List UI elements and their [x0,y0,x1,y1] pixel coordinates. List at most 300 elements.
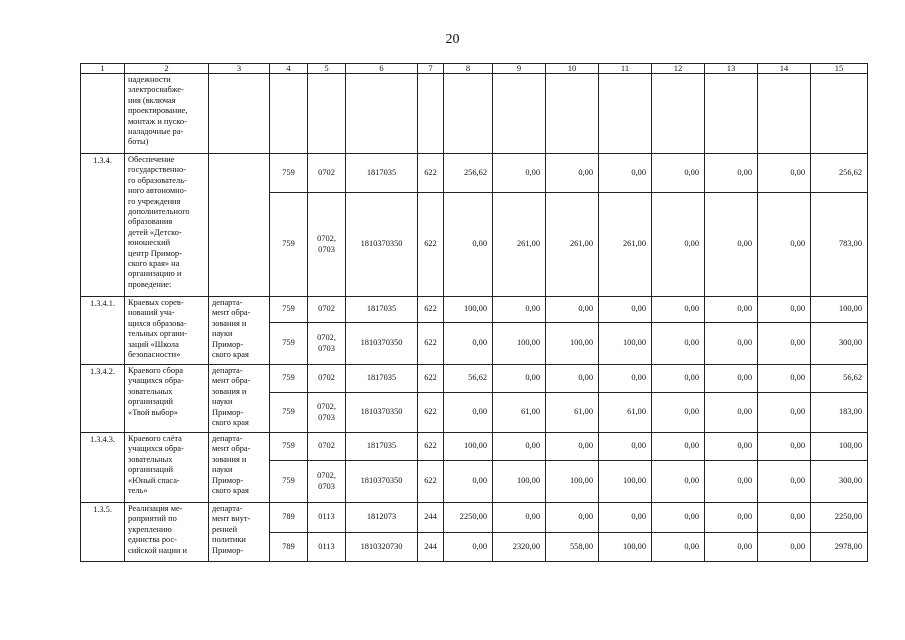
item-name [125,297,209,365]
amount-col-13-text: 0,00 [737,338,752,348]
amount-col-9 [493,297,546,323]
amount-col-11 [599,323,652,365]
amount-col-9-text: 2320,00 [512,541,540,551]
target-code-text: 1817035 [366,373,397,383]
amount-col-8 [444,74,493,154]
amount-col-9-text: 261,00 [516,239,540,249]
target-code-text: 1817035 [366,167,397,177]
amount-total-text: 2250,00 [834,512,862,522]
amount-col-13 [705,433,758,461]
amount-col-11 [599,533,652,562]
grbs-code-text: 759 [282,476,295,486]
target-code [346,393,418,433]
column-number: 15 [811,64,868,74]
section-code-text: 0113 [318,512,335,522]
grbs-code-text: 789 [282,541,295,551]
target-code [346,297,418,323]
section-code-text: 0702, 0703 [317,234,336,254]
item-code-text: 1.3.4.3. [89,435,116,444]
section-code [308,193,346,297]
expense-type-code-text: 622 [424,407,437,417]
table-row [81,503,868,533]
item-code [81,297,125,365]
column-number: 6 [346,64,418,74]
amount-col-14 [758,74,811,154]
amount-col-8-text: 0,00 [472,541,487,551]
item-code-text: 1.3.4. [93,156,112,165]
column-number: 10 [546,64,599,74]
amount-col-8 [444,154,493,193]
amount-col-8-text: 0,00 [472,407,487,417]
item-code-text: 1.3.4.1. [89,299,116,308]
amount-col-10 [546,433,599,461]
amount-col-14-text: 0,00 [790,512,805,522]
amount-col-14 [758,193,811,297]
target-code-text: 1810370350 [360,338,403,348]
target-code [346,365,418,393]
grbs-code [270,433,308,461]
amount-col-12 [652,154,705,193]
amount-col-8-text: 100,00 [463,441,487,451]
amount-col-12-text: 0,00 [684,373,699,383]
column-number: 14 [758,64,811,74]
amount-col-14-text: 0,00 [790,373,805,383]
amount-col-9 [493,533,546,562]
amount-col-12 [652,533,705,562]
target-code [346,193,418,297]
amount-total-text: 100,00 [838,304,862,314]
expense-type-code [418,503,444,533]
grbs-code-text: 759 [282,304,295,314]
amount-col-11-text: 100,00 [622,338,646,348]
executor-text: департа- мент обра- зования и науки Примор- ского края [212,366,251,428]
expense-type-code [418,533,444,562]
amount-col-13 [705,193,758,297]
amount-col-13 [705,393,758,433]
amount-col-12 [652,297,705,323]
item-code [81,503,125,562]
amount-col-11 [599,461,652,503]
amount-col-12-text: 0,00 [684,167,699,177]
amount-col-14 [758,393,811,433]
amount-total [811,503,868,533]
expense-type-code-text: 622 [424,167,437,177]
section-code [308,393,346,433]
section-code [308,297,346,323]
amount-col-13-text: 0,00 [737,441,752,451]
amount-col-9-text: 0,00 [525,512,540,522]
item-code-text: 1.3.4.2. [89,367,116,376]
column-number: 13 [705,64,758,74]
amount-col-8 [444,433,493,461]
amount-col-10 [546,74,599,154]
amount-col-11 [599,74,652,154]
amount-col-12 [652,503,705,533]
grbs-code [270,393,308,433]
amount-col-8 [444,323,493,365]
expense-type-code-text: 622 [424,441,437,451]
target-code [346,533,418,562]
amount-col-13-text: 0,00 [737,167,752,177]
amount-col-9 [493,365,546,393]
target-code [346,154,418,193]
section-code [308,503,346,533]
amount-col-12 [652,393,705,433]
amount-col-9 [493,74,546,154]
amount-col-10 [546,461,599,503]
amount-col-10 [546,533,599,562]
amount-col-12-text: 0,00 [684,441,699,451]
amount-col-8 [444,193,493,297]
amount-col-10-text: 261,00 [569,239,593,249]
table-row [81,297,868,323]
amount-col-14 [758,297,811,323]
amount-col-10 [546,193,599,297]
amount-col-8-text: 100,00 [463,304,487,314]
amount-col-12 [652,193,705,297]
section-code [308,461,346,503]
item-name [125,503,209,562]
executor [209,74,270,154]
table-row [81,365,868,393]
executor [209,297,270,365]
grbs-code [270,323,308,365]
amount-col-8-text: 0,00 [472,476,487,486]
amount-col-13-text: 0,00 [737,407,752,417]
amount-col-11 [599,297,652,323]
amount-col-10-text: 0,00 [578,512,593,522]
amount-total [811,297,868,323]
expense-type-code [418,393,444,433]
amount-col-8 [444,533,493,562]
amount-col-14 [758,533,811,562]
target-code [346,323,418,365]
target-code-text: 1810370350 [360,239,403,249]
amount-col-12-text: 0,00 [684,304,699,314]
amount-col-9 [493,503,546,533]
amount-total-text: 783,00 [838,239,862,249]
item-name-text: Реализация ме- роприятий по укреплению единства рос- сийской нации и [128,504,188,555]
amount-col-10 [546,323,599,365]
grbs-code-text: 759 [282,338,295,348]
section-code-text: 0702 [318,167,335,177]
amount-col-12 [652,461,705,503]
amount-col-9 [493,193,546,297]
amount-total-text: 300,00 [838,338,862,348]
amount-col-10 [546,365,599,393]
grbs-code-text: 759 [282,407,295,417]
target-code [346,433,418,461]
amount-col-8 [444,365,493,393]
column-number: 12 [652,64,705,74]
item-name-text: Краевого слёта учащихся обра- зовательных организаций «Юный спаса- тель» [128,434,184,496]
amount-col-12-text: 0,00 [684,512,699,522]
amount-total [811,193,868,297]
expense-type-code-text: 622 [424,338,437,348]
amount-col-9-text: 100,00 [516,476,540,486]
expense-type-code [418,193,444,297]
amount-col-13-text: 0,00 [737,512,752,522]
amount-col-11 [599,393,652,433]
amount-col-13 [705,533,758,562]
amount-col-13 [705,365,758,393]
target-code-text: 1812073 [366,512,397,522]
item-code [81,365,125,433]
target-code-text: 1810370350 [360,407,403,417]
amount-col-12-text: 0,00 [684,407,699,417]
item-name [125,365,209,433]
amount-col-13 [705,297,758,323]
item-code [81,433,125,503]
executor-text: департа- мент обра- зования и науки Примор- ского края [212,298,251,360]
amount-col-10-text: 0,00 [578,373,593,383]
grbs-code [270,297,308,323]
item-name-text: надежности электроснабже- ния (включая проектирование, монтаж и пуско- наладочные ра- боты) [128,75,188,147]
item-name [125,74,209,154]
executor [209,503,270,562]
item-code-text: 1.3.5. [93,505,112,514]
amount-col-11 [599,365,652,393]
item-code [81,74,125,154]
amount-col-11-text: 0,00 [631,167,646,177]
executor [209,154,270,297]
amount-col-10-text: 61,00 [574,407,593,417]
amount-col-12 [652,74,705,154]
grbs-code-text: 759 [282,239,295,249]
grbs-code [270,74,308,154]
amount-col-11-text: 100,00 [622,541,646,551]
expense-type-code [418,323,444,365]
amount-col-13-text: 0,00 [737,304,752,314]
amount-col-14-text: 0,00 [790,476,805,486]
amount-col-9 [493,154,546,193]
column-number-row [81,64,868,74]
expense-type-code-text: 622 [424,239,437,249]
target-code [346,74,418,154]
amount-col-8 [444,503,493,533]
amount-col-9-text: 0,00 [525,441,540,451]
item-name [125,154,209,297]
budget-table-body [81,64,868,562]
expense-type-code [418,365,444,393]
section-code-text: 0702, 0703 [317,402,336,422]
target-code-text: 1817035 [366,304,397,314]
amount-col-10 [546,393,599,433]
grbs-code [270,193,308,297]
grbs-code-text: 759 [282,373,295,383]
item-name-text: Краевых сорев- нований уча- щихся образова- тельных органи- заций «Школа безопасности» [128,298,188,360]
amount-col-9-text: 0,00 [525,304,540,314]
grbs-code-text: 759 [282,441,295,451]
grbs-code-text: 789 [282,512,295,522]
section-code-text: 0702 [318,441,335,451]
amount-col-8-text: 0,00 [472,239,487,249]
amount-col-11 [599,503,652,533]
amount-col-9-text: 61,00 [521,407,540,417]
column-number: 11 [599,64,652,74]
amount-total-text: 183,00 [838,407,862,417]
column-number: 7 [418,64,444,74]
amount-col-13-text: 0,00 [737,373,752,383]
amount-col-8-text: 256,62 [463,167,487,177]
expense-type-code [418,297,444,323]
target-code-text: 1817035 [366,441,397,451]
amount-col-11-text: 0,00 [631,512,646,522]
amount-col-12-text: 0,00 [684,476,699,486]
budget-table [80,63,868,562]
amount-col-14-text: 0,00 [790,441,805,451]
amount-col-11 [599,154,652,193]
amount-col-8-text: 56,62 [468,373,487,383]
amount-col-8 [444,297,493,323]
amount-col-12-text: 0,00 [684,239,699,249]
amount-col-11 [599,193,652,297]
amount-total [811,323,868,365]
expense-type-code-text: 622 [424,476,437,486]
amount-total-text: 56,62 [843,373,862,383]
section-code-text: 0702 [318,304,335,314]
amount-col-10-text: 0,00 [578,304,593,314]
amount-col-13 [705,154,758,193]
table-row [81,433,868,461]
amount-col-10-text: 0,00 [578,441,593,451]
amount-total-text: 256,62 [838,167,862,177]
section-code [308,154,346,193]
column-number: 5 [308,64,346,74]
amount-col-14 [758,154,811,193]
expense-type-code [418,154,444,193]
executor-text: департа- мент внут- ренней политики Примор- [212,504,251,555]
amount-col-12-text: 0,00 [684,541,699,551]
amount-col-9-text: 0,00 [525,373,540,383]
amount-total-text: 100,00 [838,441,862,451]
amount-col-10 [546,154,599,193]
amount-col-11-text: 0,00 [631,441,646,451]
amount-total [811,461,868,503]
executor-text: департа- мент обра- зования и науки Примор- ского края [212,434,251,496]
amount-col-14 [758,323,811,365]
column-number: 8 [444,64,493,74]
amount-col-8 [444,393,493,433]
amount-col-9 [493,393,546,433]
amount-col-13-text: 0,00 [737,541,752,551]
expense-type-code [418,433,444,461]
amount-col-9-text: 0,00 [525,167,540,177]
amount-total-text: 2978,00 [834,541,862,551]
section-code [308,533,346,562]
column-number: 1 [81,64,125,74]
amount-col-8-text: 2250,00 [459,512,487,522]
amount-col-12-text: 0,00 [684,338,699,348]
section-code-text: 0702 [318,373,335,383]
amount-total [811,433,868,461]
target-code [346,503,418,533]
amount-col-14 [758,365,811,393]
item-code [81,154,125,297]
amount-col-13 [705,74,758,154]
amount-col-9 [493,323,546,365]
amount-col-12 [652,365,705,393]
amount-col-13 [705,503,758,533]
amount-col-10-text: 100,00 [569,476,593,486]
amount-col-13 [705,461,758,503]
amount-col-11-text: 0,00 [631,304,646,314]
column-number: 4 [270,64,308,74]
amount-col-11-text: 0,00 [631,373,646,383]
amount-col-14-text: 0,00 [790,541,805,551]
amount-col-12 [652,323,705,365]
amount-col-10 [546,297,599,323]
amount-col-8 [444,461,493,503]
amount-total [811,533,868,562]
amount-col-14 [758,503,811,533]
amount-col-14-text: 0,00 [790,167,805,177]
executor [209,433,270,503]
grbs-code [270,154,308,193]
amount-col-11-text: 61,00 [627,407,646,417]
expense-type-code [418,74,444,154]
amount-col-9 [493,461,546,503]
grbs-code-text: 759 [282,167,295,177]
expense-type-code-text: 244 [424,541,437,551]
page-number: 20 [445,32,460,47]
amount-col-13-text: 0,00 [737,239,752,249]
amount-col-13-text: 0,00 [737,476,752,486]
item-name-text: Краевого сбора учащихся обра- зовательных организаций «Твой выбор» [128,366,184,417]
amount-total [811,74,868,154]
amount-total [811,365,868,393]
amount-col-8-text: 0,00 [472,338,487,348]
item-name-text: Обеспечение государственно- го образователь- ного автономно- го учреждения дополнительного образования детей «Детско- юношеский центр Примор- ского края» на организацию и проведение: [128,155,190,289]
column-number: 3 [209,64,270,74]
amount-col-14-text: 0,00 [790,407,805,417]
amount-col-12 [652,433,705,461]
expense-type-code [418,461,444,503]
section-code-text: 0702, 0703 [317,333,336,353]
amount-total [811,393,868,433]
grbs-code [270,533,308,562]
column-number: 2 [125,64,209,74]
table-row [81,74,868,154]
amount-col-11 [599,433,652,461]
amount-col-10-text: 558,00 [569,541,593,551]
target-code-text: 1810370350 [360,476,403,486]
section-code [308,74,346,154]
amount-col-14-text: 0,00 [790,304,805,314]
amount-col-11-text: 100,00 [622,476,646,486]
table-row [81,154,868,193]
amount-col-10-text: 0,00 [578,167,593,177]
section-code [308,323,346,365]
section-code-text: 0113 [318,541,335,551]
amount-col-14-text: 0,00 [790,338,805,348]
target-code-text: 1810320730 [360,541,403,551]
amount-col-9 [493,433,546,461]
section-code [308,433,346,461]
expense-type-code-text: 622 [424,373,437,383]
item-name [125,433,209,503]
section-code-text: 0702, 0703 [317,471,336,491]
amount-col-10 [546,503,599,533]
amount-col-9-text: 100,00 [516,338,540,348]
executor [209,365,270,433]
amount-col-14 [758,461,811,503]
grbs-code [270,461,308,503]
amount-col-14-text: 0,00 [790,239,805,249]
amount-col-13 [705,323,758,365]
expense-type-code-text: 622 [424,304,437,314]
amount-col-14 [758,433,811,461]
